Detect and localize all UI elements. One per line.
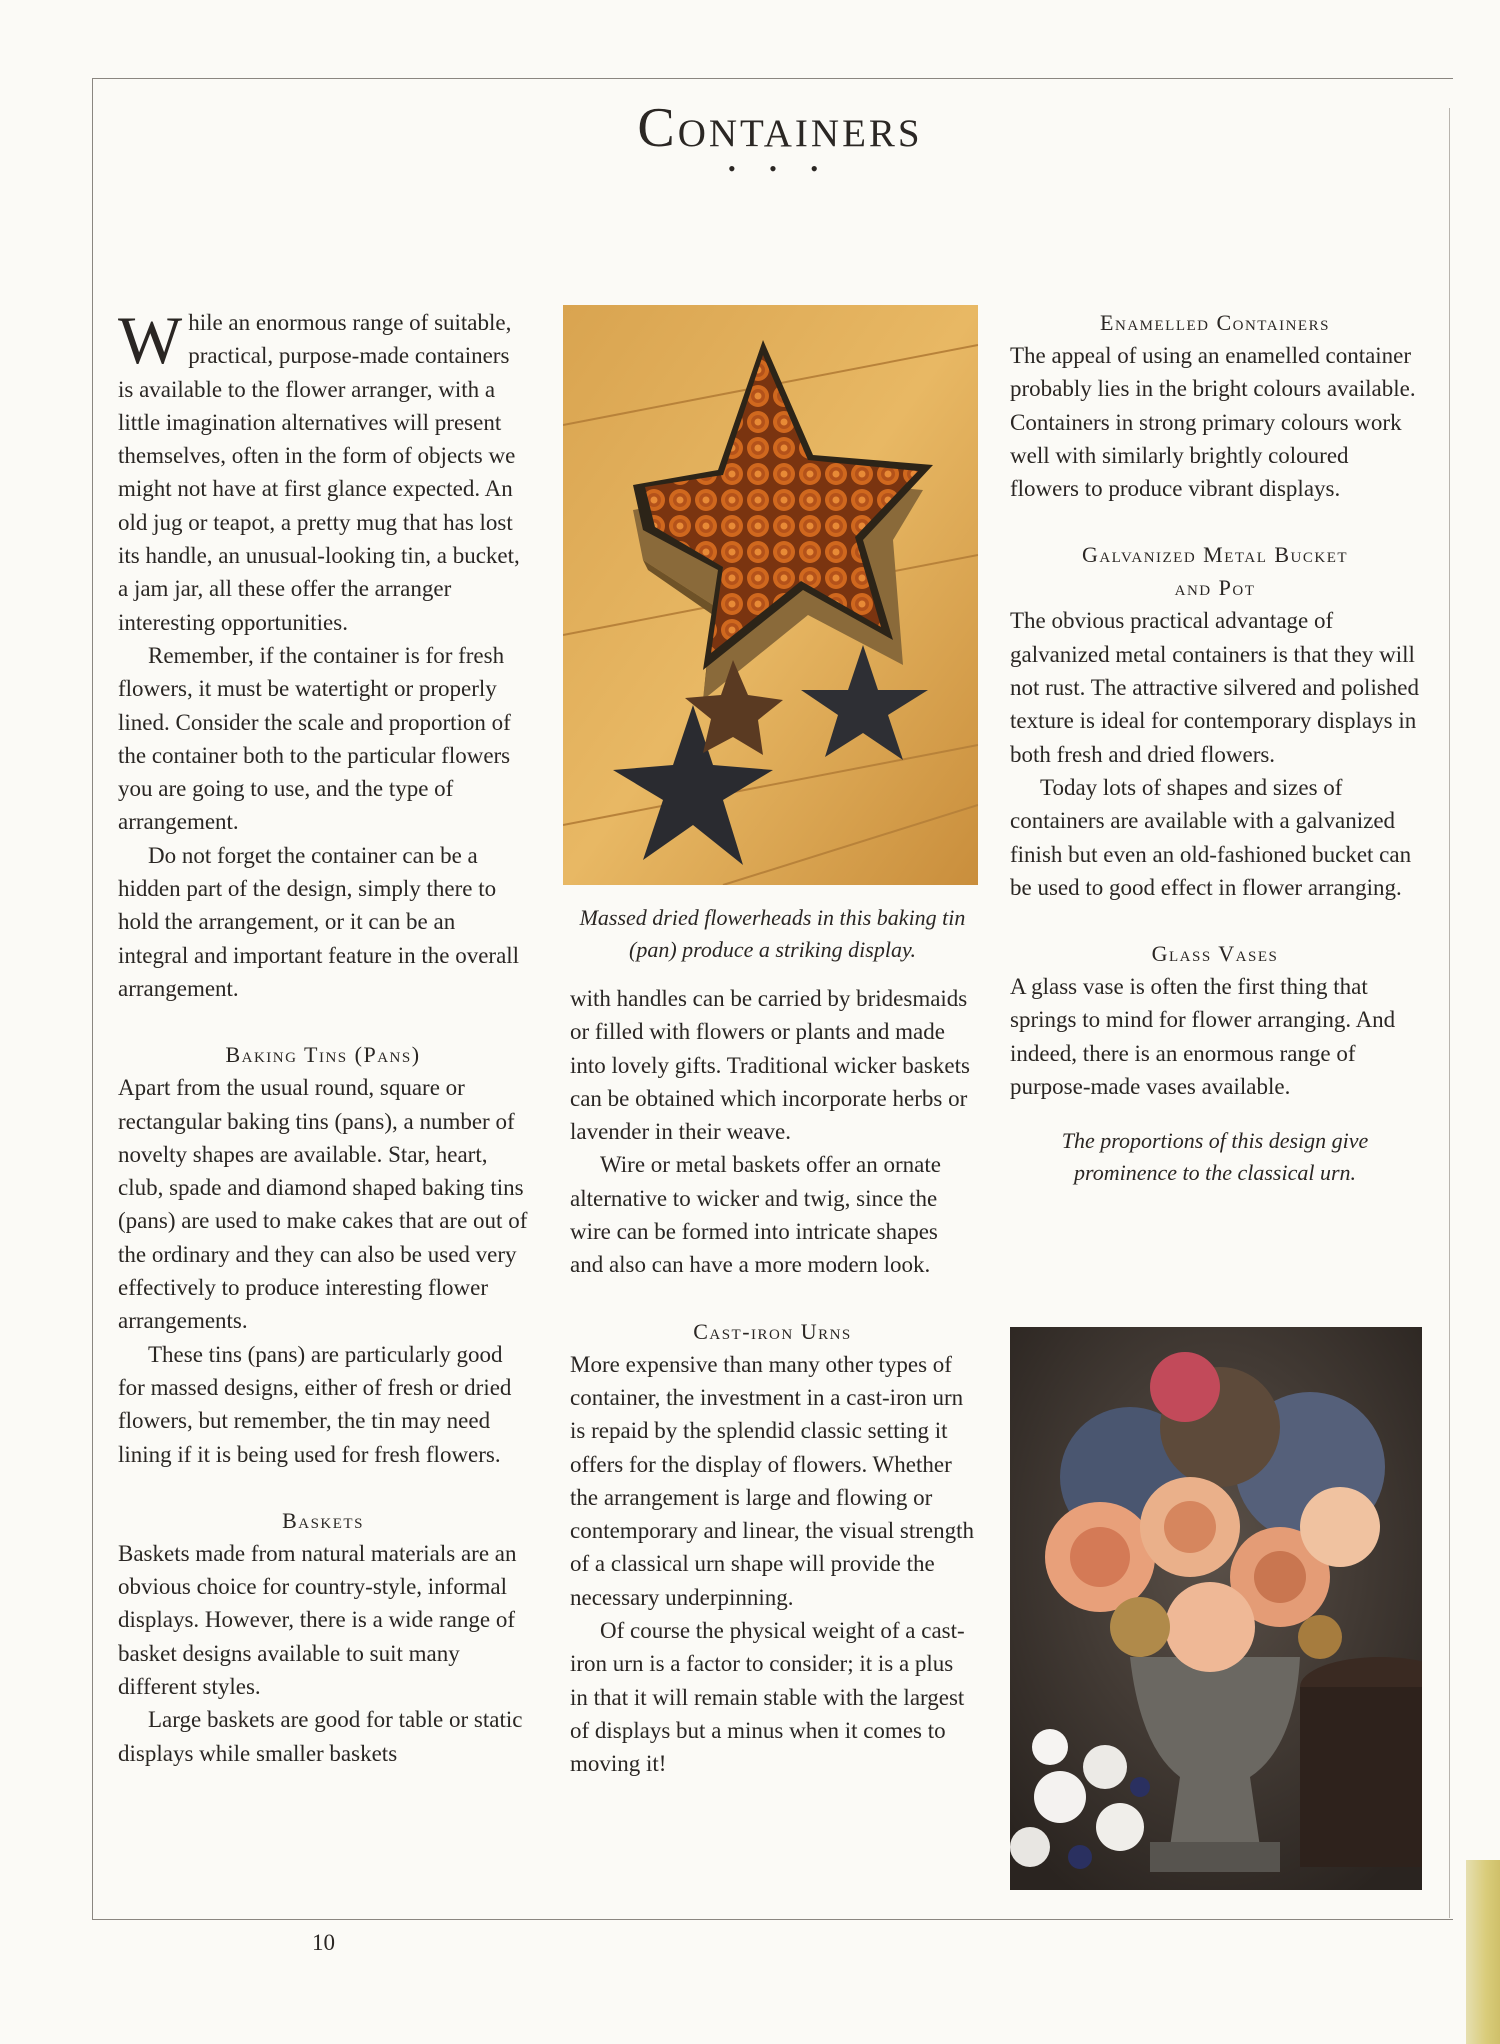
heading-line: Galvanized Metal Bucket — [1081, 542, 1349, 568]
page-number: 10 — [312, 1930, 335, 1955]
section-heading-enamelled: Enamelled Containers — [1100, 310, 1330, 335]
page-title: Containers — [637, 97, 923, 159]
title-ornament: • • • — [727, 156, 833, 181]
page-edge-strip — [1466, 1860, 1500, 2044]
column-3 — [1010, 306, 1420, 1189]
paragraph: A glass vase is often the first thing that springs to mind for flower arranging. And indeed, there is an enormous range of purpose-made vases available. — [1010, 974, 1396, 1100]
page-frame-right-rule — [1449, 108, 1450, 1918]
drop-cap: W — [118, 302, 183, 378]
intro-text: hile an enormous range of suitable, practical, purpose-made containers is available to the flower arranger, with a little imagination alternatives will present themselves, often in the form of objects we might not have at first glance expected. An old jug or teapot, a pretty mug that has lost its handle, an unusual-looking tin, a bucket, a jam jar, all these offer the arranger interesting opportunities. — [118, 310, 520, 635]
intro-paragraph — [118, 302, 528, 639]
section-heading-galvanized — [1010, 538, 1420, 604]
column-2 — [570, 902, 975, 1781]
paragraph: Of course the physical weight of a cast-iron urn is a factor to consider; it is a plus in that it will remain stable with the largest of displays but a minus when it comes to moving it! — [570, 1618, 965, 1777]
paragraph: Large baskets are good for table or static displays while smaller baskets — [118, 1707, 523, 1766]
section-heading-cast-iron-urns: Cast-iron Urns — [693, 1318, 852, 1344]
paragraph: More expensive than many other types of container, the investment in a cast-iron urn is repaid by the splendid classic setting it offers for the display of flowers. Whether the arrangement is large and flowing or contemporary and linear, the visual strength of a classical urn shape will provide the necessary underpinning. — [570, 1351, 975, 1610]
paragraph: Baskets made from natural materials are an obvious choice for country-style, informal displays. However, there is a wide range of basket designs available to suit many different styles. — [118, 1540, 517, 1699]
star-tin-photo — [563, 305, 978, 885]
urn-photo — [1010, 1327, 1422, 1890]
paragraph: Today lots of shapes and sizes of containers are available with a galvanized finish but even an old-fashioned bucket can be used to good effect in flower arranging. — [1010, 774, 1412, 900]
heading-line: and Pot — [1174, 575, 1256, 601]
paragraph: Remember, if the container is for fresh flowers, it must be watertight or properly lined. Consider the scale and proportion of the container both to the particular flowers you are going to use, and the type of arrangement. — [118, 642, 511, 835]
paragraph: Apart from the usual round, square or rectangular baking tins (pans), a number of novelty shapes are available. Star, heart, club, spade and diamond shaped baking tins (pans) are used to make cakes that are out of the ordinary and they can also be used very effectively to produce interesting flower arrangements. — [118, 1075, 528, 1334]
star-tin-caption: Massed dried flowerheads in this baking tin (pan) produce a striking display. — [579, 905, 966, 962]
section-heading-glass-vases: Glass Vases — [1151, 941, 1279, 967]
paragraph: Do not forget the container can be a hidden part of the design, simply there to hold the arrangement, or it can be an integral and important feature in the overall arrangement. — [118, 842, 520, 1001]
paragraph: Wire or metal baskets offer an ornate alternative to wicker and twig, since the wire can be formed into intricate shapes and also can have a more modern look. — [570, 1152, 941, 1278]
section-heading-baskets: Baskets — [282, 1507, 364, 1533]
section-heading-baking-tins: Baking Tins (Pans) — [225, 1042, 421, 1068]
paragraph: with handles can be carried by bridesmaids or filled with flowers or plants and made into lovely gifts. Traditional wicker baskets can be obtained which incorporate herbs or lavender in their weave. — [570, 986, 970, 1145]
paragraph: The appeal of using an enamelled container probably lies in the bright colours available. Containers in strong primary colours work well with similarly brightly coloured flowers to produce vibrant displays. — [1010, 343, 1416, 502]
column-1 — [118, 302, 528, 1770]
urn-caption: The proportions of this design give prominence to the classical urn. — [1061, 1128, 1369, 1186]
paragraph: These tins (pans) are particularly good for massed designs, either of fresh or dried flowers, but remember, the tin may need lining if it is being used for fresh flowers. — [118, 1341, 512, 1467]
paragraph: The obvious practical advantage of galvanized metal containers is that they will not rust. The attractive silvered and polished texture is ideal for contemporary displays in both fresh and dried flowers. — [1010, 608, 1419, 767]
